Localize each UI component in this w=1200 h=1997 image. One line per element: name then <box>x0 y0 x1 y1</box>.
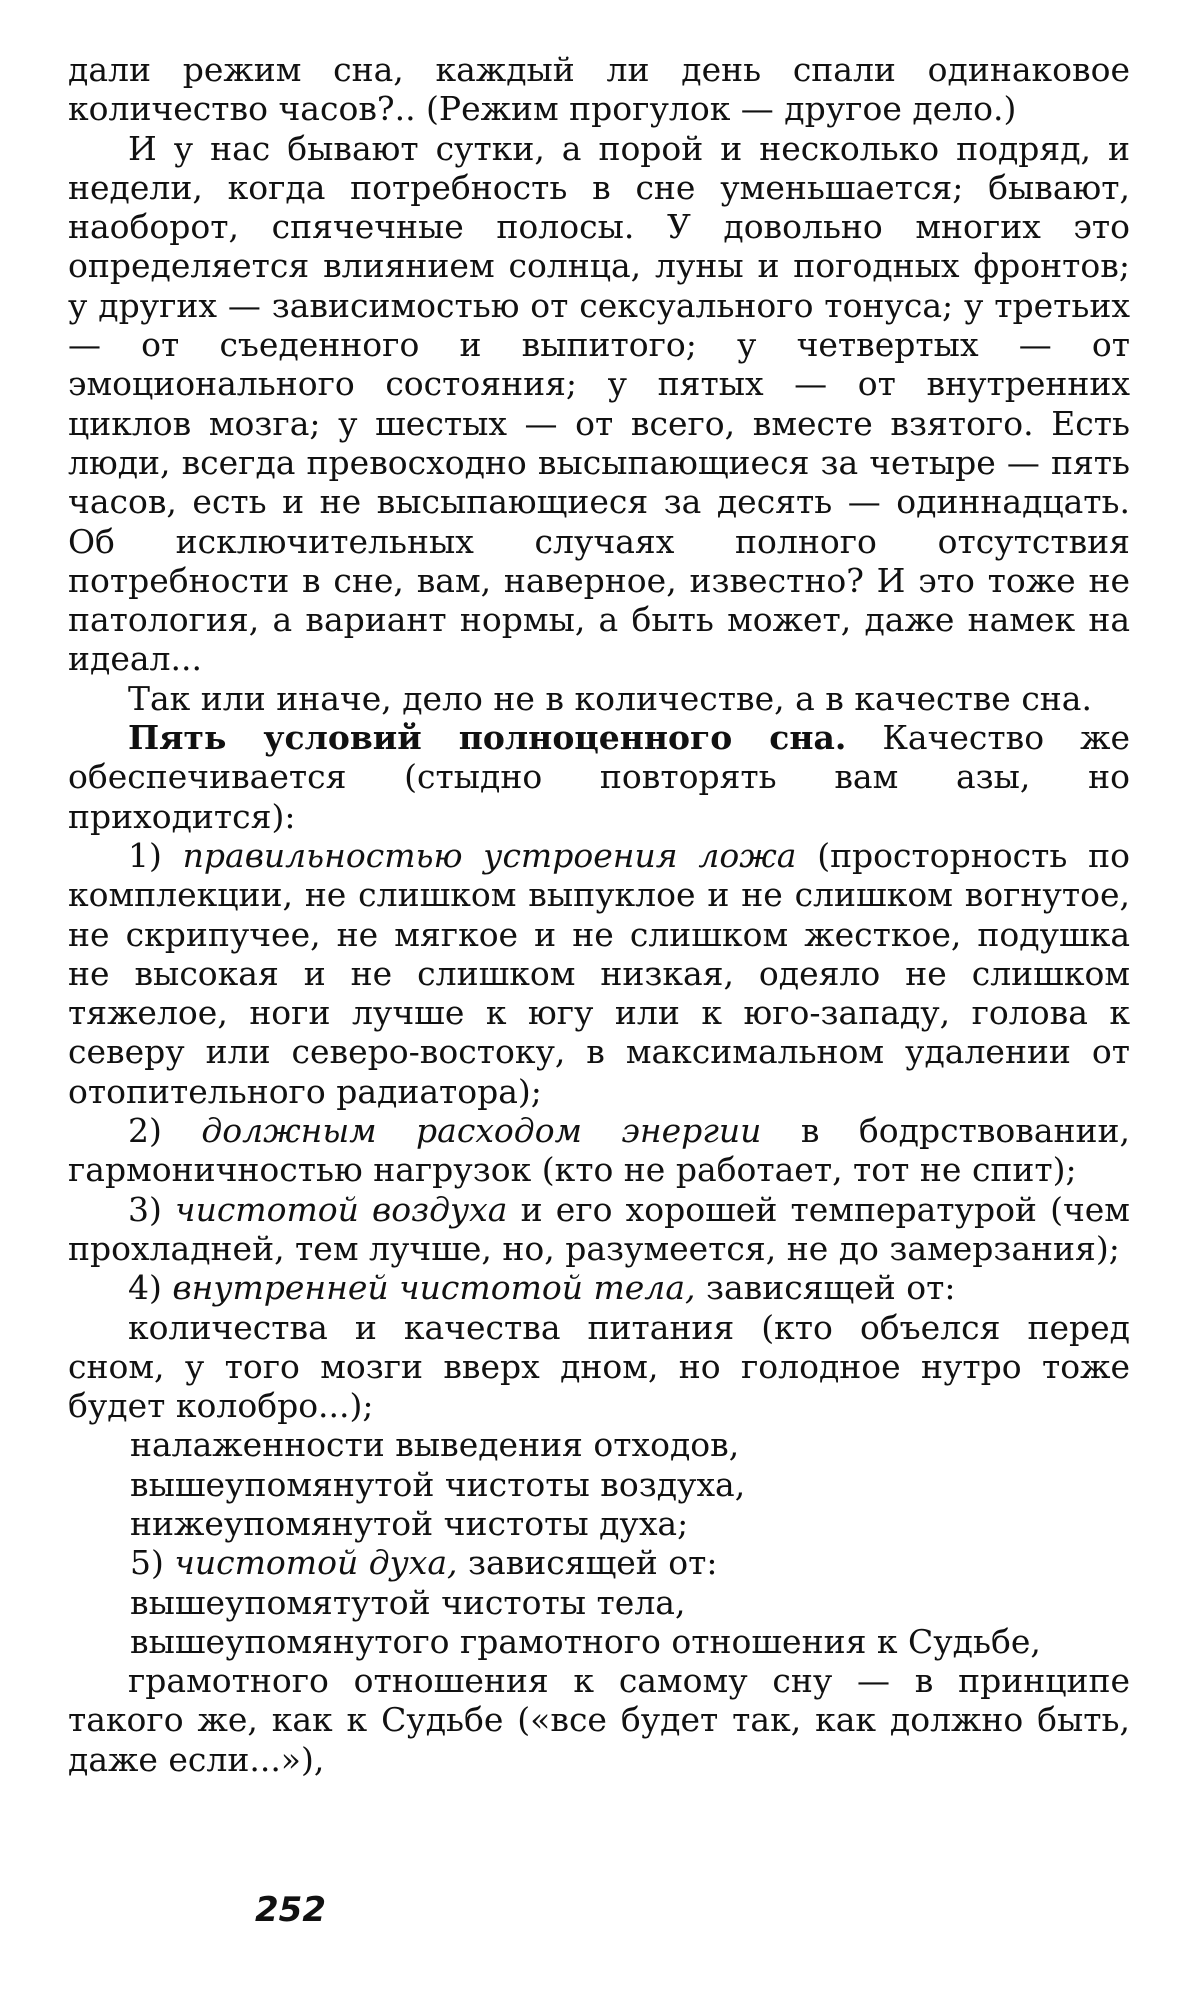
sub-item-air: вышеупомянутой чистоты воздуха, <box>130 1464 746 1504</box>
section-heading: Пять условий полноценного сна. <box>128 718 847 758</box>
item-number: 2) <box>128 1111 202 1151</box>
section-intro-text: Качество же обеспечивается (стыдно повторять вам азы, но приходится): <box>68 718 1130 836</box>
item-text: и его хорошей температурой (чем прохладней, тем лучше, но, разумеется, не до замерзания); <box>68 1189 1130 1268</box>
paragraph-quality-not-quantity: Так или иначе, дело не в количестве, а в качестве сна. <box>128 678 1092 718</box>
item-term: правильностью устроения ложа <box>182 835 797 875</box>
item-text: зависящей от: <box>695 1268 956 1308</box>
item-term: внутренней чистотой тела, <box>172 1268 696 1308</box>
item-number: 1) <box>128 835 183 875</box>
item-number: 4) <box>128 1268 173 1308</box>
condition-item-4 <box>68 1268 1130 1307</box>
sub-item-spirit: нижеупомянутой чистоты духа; <box>130 1503 689 1543</box>
item-number: 3) <box>128 1189 176 1229</box>
sub-item-sleep-attitude: грамотного отношения к самому сну — в принципе такого же, как к Судьбе («все будет так, как должно быть, даже если...»), <box>68 1661 1130 1779</box>
sub-item-body: вышеупомятутой чистоты тела, <box>130 1582 686 1622</box>
sub-item-fate: вышеупомянутого грамотного отношения к Судьбе, <box>130 1621 1041 1661</box>
item-text: (просторность по комплекции, не слишком выпуклое и не слишком вогнутое, не скрипучее, не мягкое и не слишком жесткое, подушка не высокая и не слишком низкая, одеяло не слишком тяжелое, ноги лучше к югу или к юго-западу, голова к северу или северо-востоку, в максимальном удалении от отопительного радиатора); <box>68 835 1130 1111</box>
item-term: чистотой духа, <box>174 1543 458 1583</box>
item-text: в бодрствовании, гармоничностью нагрузок (кто не работает, тот не спит); <box>68 1111 1130 1190</box>
book-page-text <box>68 50 1130 1779</box>
item-text: зависящей от: <box>457 1543 718 1583</box>
condition-item-5 <box>68 1543 1130 1582</box>
sub-item-waste: налаженности выведения отходов, <box>130 1425 740 1465</box>
sub-item-nutrition: количества и качества питания (кто объелся перед сном, у того мозги вверх дном, но голодное нутро тоже будет колобро...); <box>68 1307 1130 1426</box>
condition-item-2 <box>68 1111 1130 1190</box>
item-term: должным расходом энергии <box>201 1111 762 1151</box>
condition-item-1 <box>68 836 1130 1111</box>
item-term: чистотой воздуха <box>175 1189 508 1229</box>
paragraph-sleep-regime: дали режим сна, каждый ли день спали одинаковое количество часов?.. (Режим прогулок — другое дело.) <box>68 50 1130 129</box>
item-number: 5) <box>130 1543 175 1583</box>
paragraph-five-conditions <box>68 718 1130 836</box>
paragraph-sleep-variation: И у нас бывают сутки, а порой и несколько подряд, и недели, когда потребность в сне уменьшается; бывают, наоборот, спячечные полосы. У довольно многих это определяется влиянием солнца, луны и погодных фронтов; у других — зависимостью от сексуального тонуса; у третьих — от съеденного и выпитого; у четвертых — от эмоционального состояния; у пятых — от внутренних циклов мозга; у шестых — от всего, вместе взятого. Есть люди, всегда превосходно высыпающиеся за четыре — пять часов, есть и не высыпающиеся за десять — одиннадцать. Об исключительных случаях полного отсутствия потребности в сне, вам, наверное, известно? И это тоже не патология, а вариант нормы, а быть может, даже намек на идеал... <box>68 128 1130 679</box>
condition-item-3 <box>68 1190 1130 1269</box>
page-number: 252 <box>255 1890 326 1930</box>
